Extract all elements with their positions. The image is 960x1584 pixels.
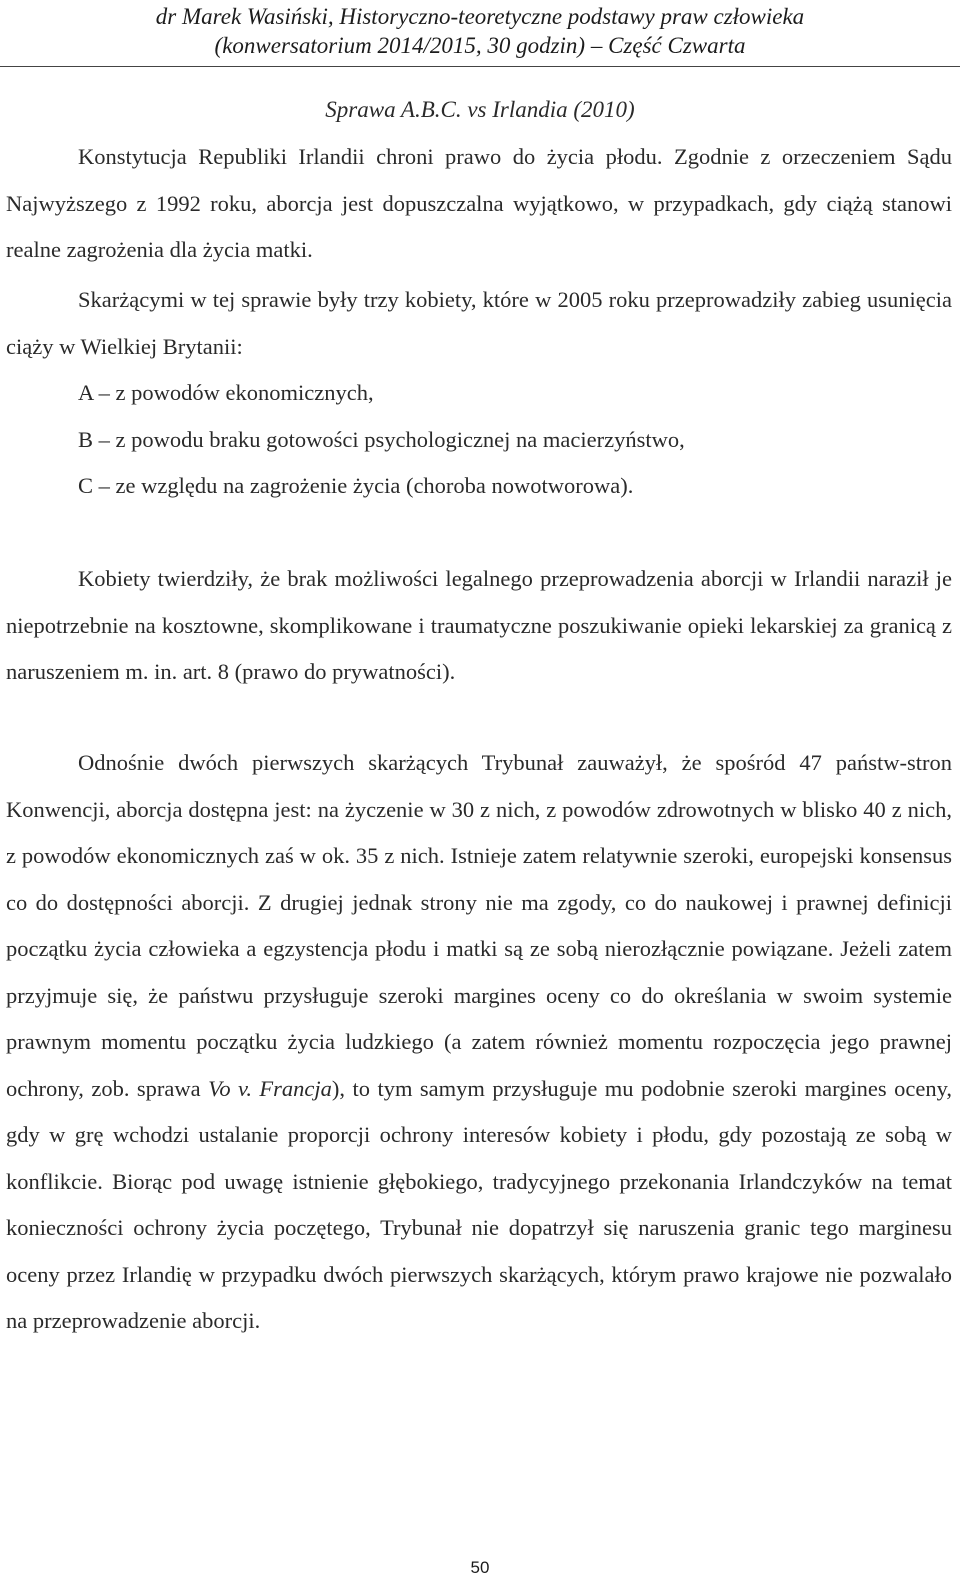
- list-item: C – ze względu na zagrożenie życia (choroba nowotworowa).: [78, 473, 634, 498]
- page-number: 50: [470, 1558, 490, 1577]
- header-divider: [0, 66, 960, 67]
- paragraph-applicants: Skarżącymi w tej sprawie były trzy kobiety, które w 2005 roku przeprowadziły zabieg usunięcia ciąży w Wielkiej Brytanii:: [6, 287, 952, 359]
- applicants-list: [78, 370, 948, 510]
- paragraph-court-ruling: [6, 740, 952, 1345]
- list-item: A – z powodów ekonomicznych,: [78, 380, 374, 405]
- header-line-1: dr Marek Wasiński, Historyczno-teoretyczne podstawy praw człowieka: [155, 4, 805, 29]
- case-reference: Vo v. Francja: [208, 1075, 332, 1101]
- paragraph-claims: Kobiety twierdziły, że brak możliwości legalnego przeprowadzenia aborcji w Irlandii naraził je niepotrzebnie na kosztowne, skomplikowane i traumatyczne poszukiwanie opieki lekarskiej za granicą z naruszeniem m. in. art. 8 (prawo do prywatności).: [6, 566, 952, 684]
- case-title: Sprawa A.B.C. vs Irlandia (2010): [325, 97, 635, 122]
- running-header: [0, 2, 960, 60]
- header-line-2: (konwersatorium 2014/2015, 30 godzin) – Część Czwarta: [214, 33, 746, 58]
- paragraph-constitution: Konstytucja Republiki Irlandii chroni prawo do życia płodu. Zgodnie z orzeczeniem Sądu Najwyższego z 1992 roku, aborcja jest dopuszczalna wyjątkowo, w przypadkach, gdy ciążą stanowi realne zagrożenia dla życia matki.: [6, 144, 952, 262]
- ruling-text-part-2: ), to tym samym przysługuje mu podobnie szeroki margines oceny, gdy w grę wchodzi ustalanie proporcji ochrony interesów kobiety i płodu, gdy pozostają ze sobą w konflikcie. Biorąc pod uwagę istnienie głębokiego, tradycyjnego przekonania Irlandczyków na temat konieczności ochrony życia poczętego, Trybunał nie dopatrzył się naruszenia granic tego marginesu oceny przez Irlandię w przypadku dwóch pierwszych skarżących, którym prawo krajowe nie pozwalało na przeprowadzenie aborcji.: [6, 1075, 952, 1333]
- list-item: B – z powodu braku gotowości psychologicznej na macierzyństwo,: [78, 426, 685, 452]
- ruling-text-part-1: Odnośnie dwóch pierwszych skarżących Trybunał zauważył, że spośród 47 państw-stron Konwencji, aborcja dostępna jest: na życzenie w 30 z nich, z powodów zdrowotnych w blisko 40 z nich, z powodów ekonomicznych zaś w ok. 35 z nich. Istnieje zatem relatywnie szeroki, europejski konsensus co do dostępności aborcji. Z drugiej jednak strony nie ma zgody, co do naukowej i prawnej definicji początku życia człowieka a egzystencja płodu i matki są ze sobą nierozłącznie powiązane. Jeżeli zatem przyjmuje się, że państwu przysługuje szeroki margines oceny co do określania w swoim systemie prawnym momentu początku życia ludzkiego (a zatem również momentu rozpoczęcia jego prawnej ochrony, zob. sprawa: [6, 750, 952, 1101]
